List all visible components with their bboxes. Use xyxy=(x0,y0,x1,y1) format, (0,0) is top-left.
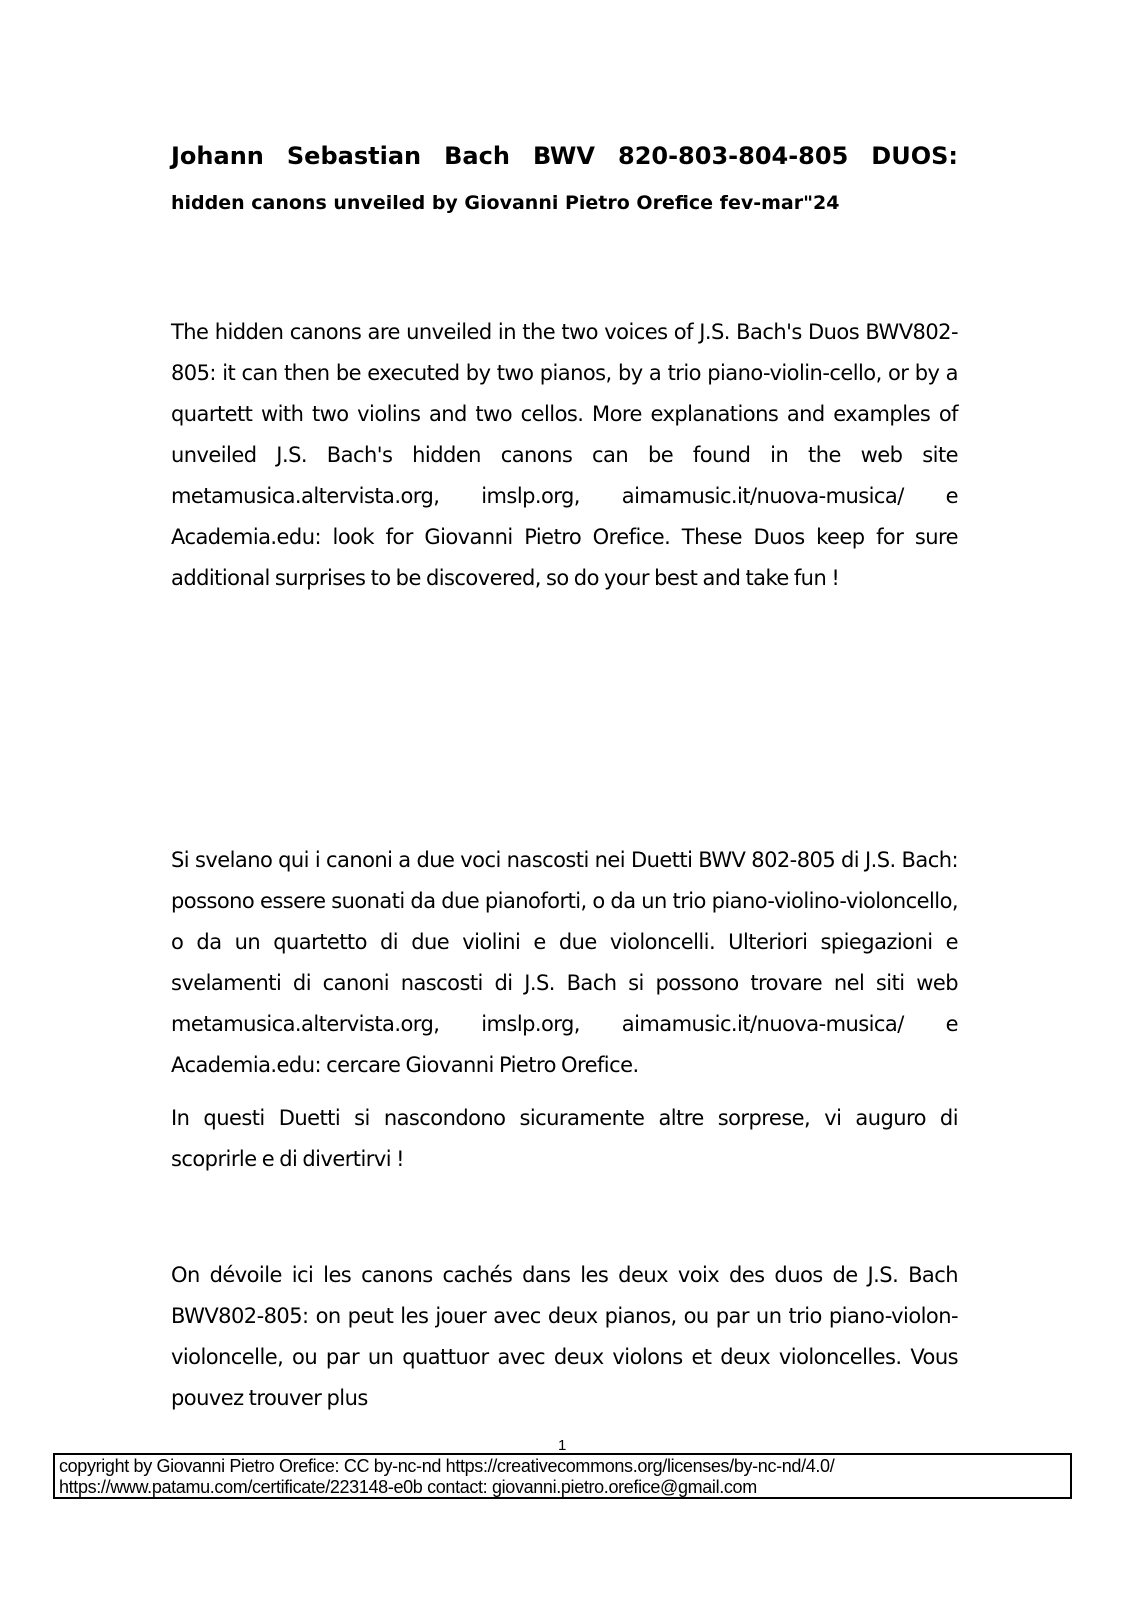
page-number: 1 xyxy=(558,1437,567,1454)
document-title: Johann Sebastian Bach BWV 820-803-804-805 DUOS: xyxy=(171,142,958,170)
paragraph-italian-closing: In questi Duetti si nascondono sicuramente altre sorprese, vi auguro di scoprirle e di divertirvi ! xyxy=(171,1106,958,1171)
document-subtitle: hidden canons unveiled by Giovanni Pietro Orefice fev-mar"24 xyxy=(171,192,840,214)
footer-contact-line: https://www.patamu.com/certificate/223148-e0b contact: giovanni.pietro.orefice@gmail.com xyxy=(59,1477,757,1497)
paragraph-french: On dévoile ici les canons cachés dans les deux voix des duos de J.S. Bach BWV802-805: on peut les jouer avec deux pianos, ou par un trio piano-violon-violoncelle, ou par un quattuor avec deux violons et deux violoncelles. Vous pouvez trouver plus xyxy=(171,1263,958,1410)
paragraph-italian: Si svelano qui i canoni a due voci nascosti nei Duetti BWV 802-805 di J.S. Bach: possono essere suonati da due pianoforti, o da un trio piano-violino-violoncello, o da un quartetto di due violini e due violoncelli. Ulteriori spiegazioni e svelamenti di canoni nascosti di J.S. Bach si possono trovare nel siti web metamusica.altervista.org, imslp.org, aimamusic.it/nuova-musica/ e Academia.edu: cercare Giovanni Pietro Orefice. xyxy=(171,848,958,1077)
footer-copyright-line: copyright by Giovanni Pietro Orefice: CC by-nc-nd https://creativecommons.org/licenses/by-nc-nd/4.0/ xyxy=(59,1456,835,1476)
copyright-footer xyxy=(53,1453,1072,1499)
paragraph-english: The hidden canons are unveiled in the two voices of J.S. Bach's Duos BWV802-805: it can then be executed by two pianos, by a trio piano-violin-cello, or by a quartett with two violins and two cellos. More explanations and examples of unveiled J.S. Bach's hidden canons can be found in the web site metamusica.altervista.org, imslp.org, aimamusic.it/nuova-musica/ e Academia.edu: look for Giovanni Pietro Orefice. These Duos keep for sure additional surprises to be discovered, so do your best and take fun ! xyxy=(171,320,958,590)
